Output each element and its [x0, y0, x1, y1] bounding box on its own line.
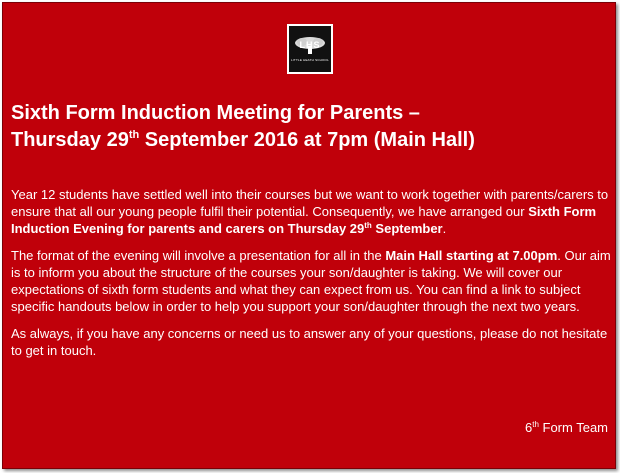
format-text: The format of the evening will involve a presentation for all in the — [11, 248, 386, 263]
signoff-team: Form Team — [538, 420, 608, 435]
page-title — [11, 100, 611, 154]
contact-text: As always, if you have any concerns or need us to answer any of your questions, please do not hesitate to get in touch. — [11, 326, 608, 358]
title-date-suffix: th — [128, 129, 140, 141]
announcement-body — [11, 186, 611, 369]
paragraph-format — [11, 247, 611, 315]
title-line-2-end: September 2016 at 7pm (Main Hall) — [139, 129, 475, 151]
paragraph-contact — [11, 325, 611, 359]
paragraph-intro — [11, 186, 611, 237]
intro-date-suffix: th — [364, 221, 372, 230]
intro-text: Year 12 students have settled well into their courses but we want to work together with parents/carers to ensure that all our young people fulfil their potential. Consequently, we have arranged our — [11, 187, 609, 219]
signoff-number: 6 — [524, 420, 533, 435]
format-rest: . Our aim is to inform you about the structure of the courses your son/daughter is taking. We will cover our expectations of sixth form students and what they can expect from us. You can find a link to subject specific handouts below in order to help you support your son/daughter through the next two years. — [11, 248, 611, 314]
title-line-1: Sixth Form Induction Meeting for Parents – — [11, 102, 420, 124]
school-logo — [287, 24, 333, 74]
intro-bold-text: Sixth Form Induction Evening for parents and carers on Thursday 29 — [11, 204, 597, 236]
title-line-2-start: Thursday 29 — [11, 129, 129, 151]
intro-bold-month: September — [371, 221, 443, 236]
format-bold-location: Main Hall starting at 7.00pm — [385, 248, 558, 263]
logo-motto: LITTLE HEATH SCHOOL — [291, 58, 329, 62]
logo-letters: LHS — [299, 40, 321, 50]
announcement-panel — [2, 2, 616, 469]
intro-end: . — [442, 221, 447, 236]
signoff — [525, 420, 608, 435]
signoff-suffix: th — [532, 420, 539, 429]
